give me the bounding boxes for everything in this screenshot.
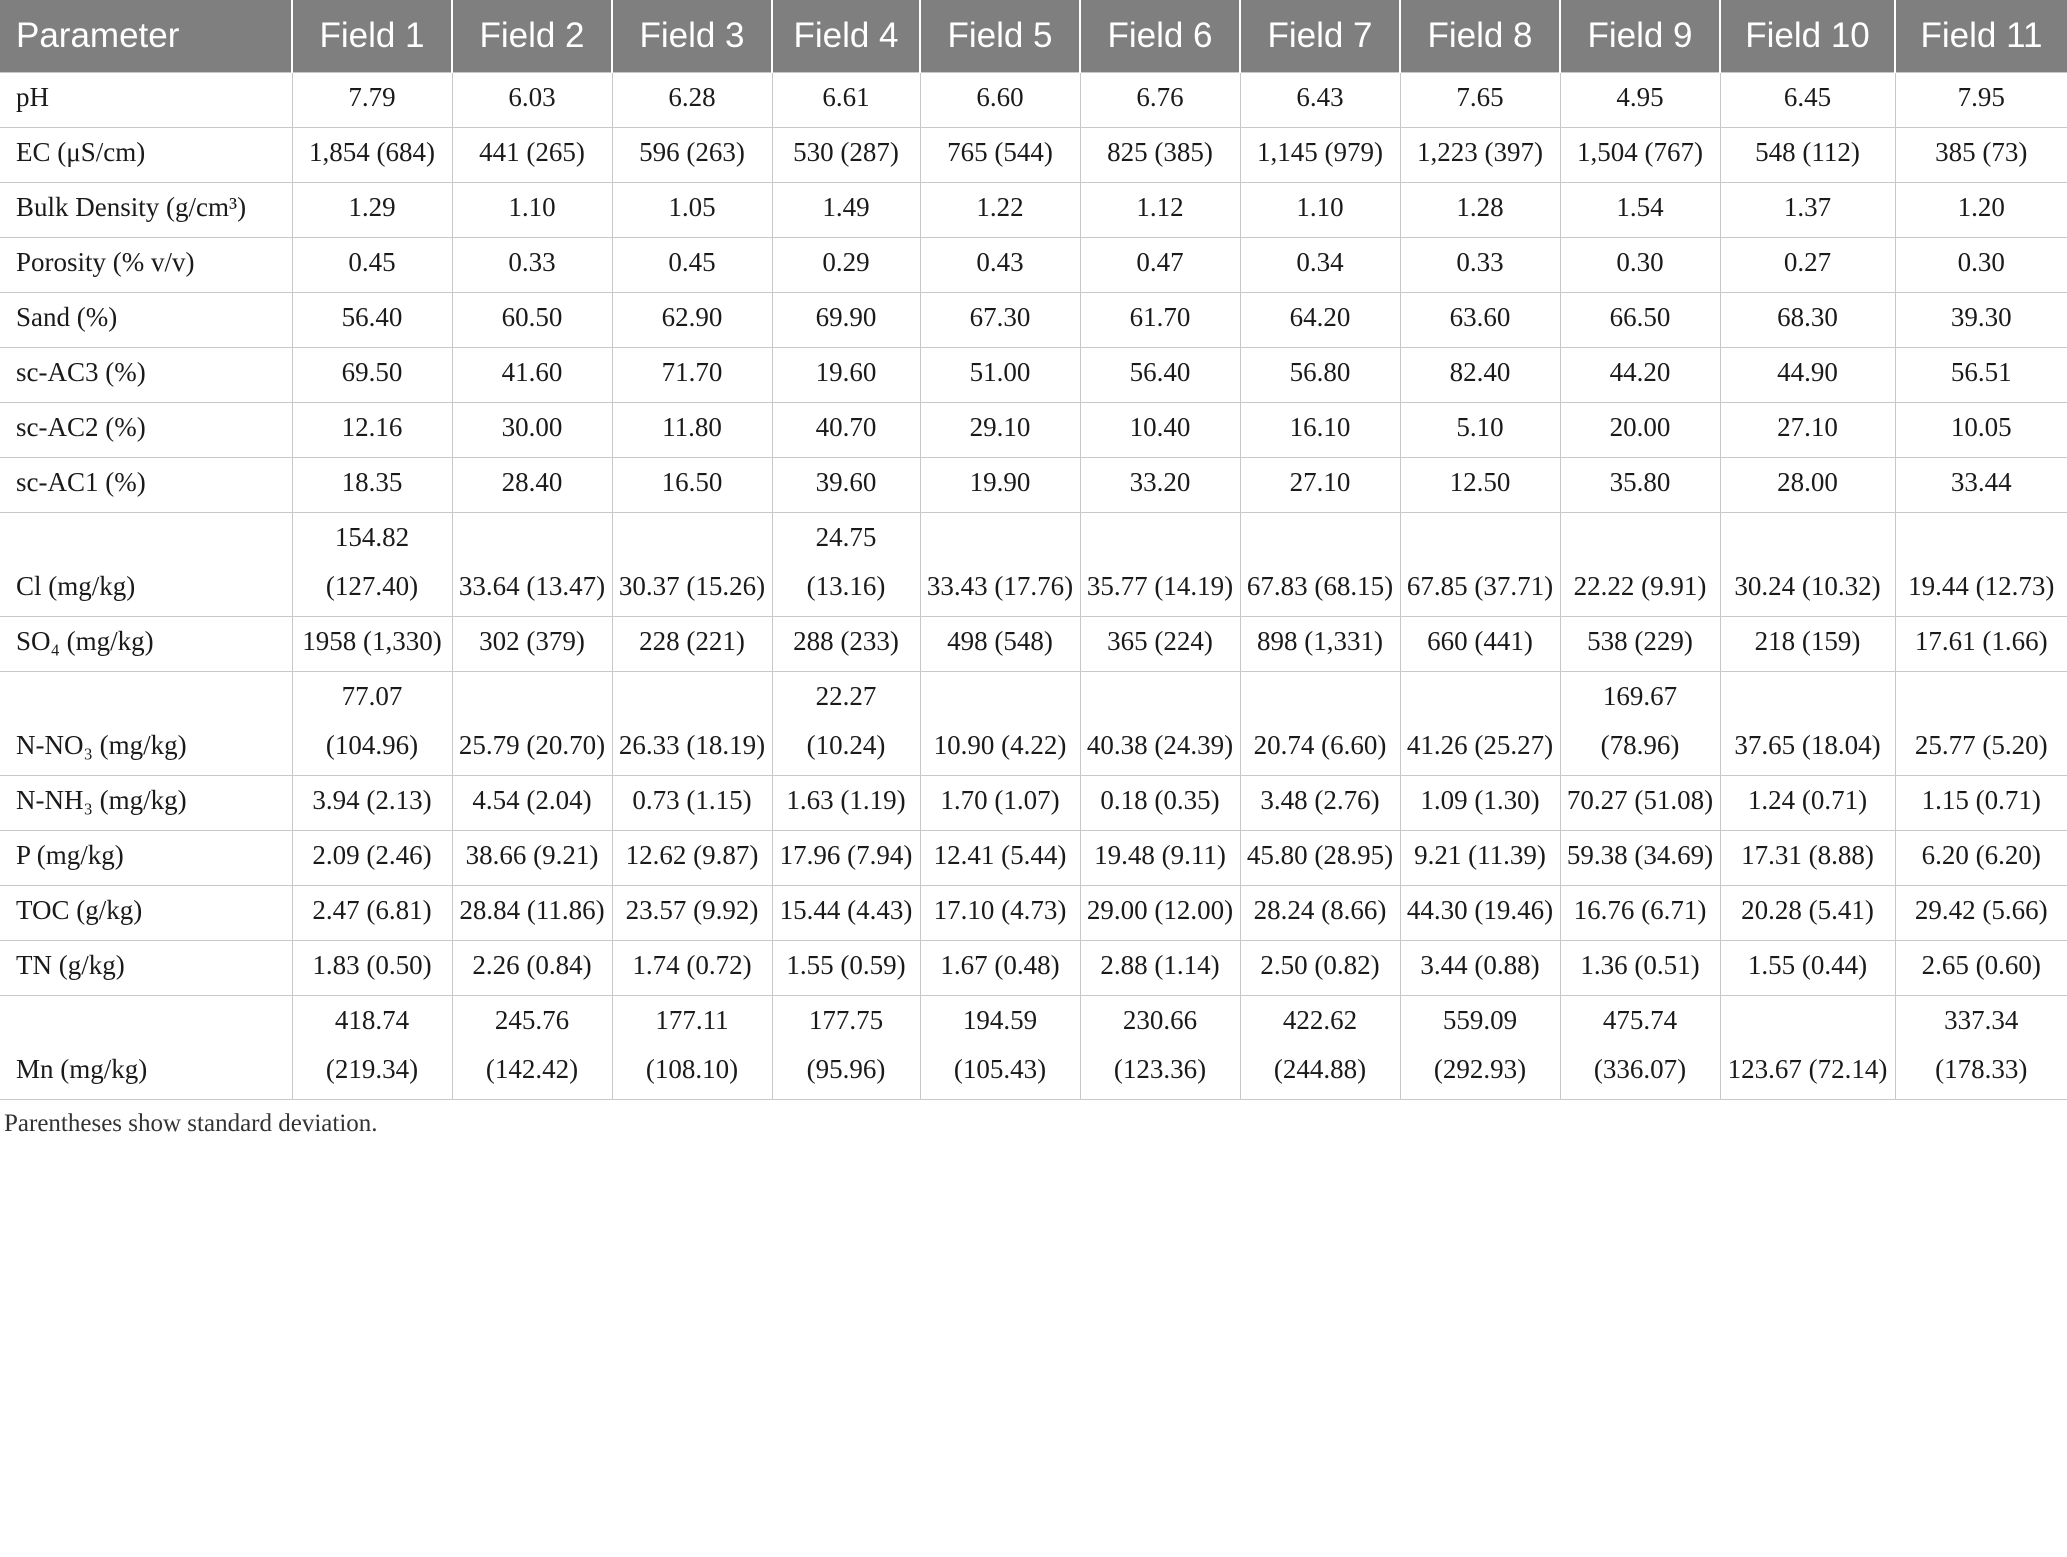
table-body (0, 73, 2067, 1100)
value-cell: 441 (265) (452, 128, 612, 183)
table-row (0, 238, 2067, 293)
value-cell: 0.29 (772, 238, 920, 293)
value-cell: 1.55 (0.59) (772, 941, 920, 996)
value-cell: 245.76 (142.42) (452, 996, 612, 1100)
parameter-cell: P (mg/kg) (0, 831, 292, 886)
value-cell: 66.50 (1560, 293, 1720, 348)
value-cell: 11.80 (612, 403, 772, 458)
value-cell: 0.47 (1080, 238, 1240, 293)
value-cell: 123.67 (72.14) (1720, 996, 1895, 1100)
value-cell: 6.45 (1720, 73, 1895, 128)
value-cell: 15.44 (4.43) (772, 886, 920, 941)
value-cell: 660 (441) (1400, 617, 1560, 672)
value-cell: 337.34 (178.33) (1895, 996, 2067, 1100)
parameter-cell: TN (g/kg) (0, 941, 292, 996)
value-cell: 30.37 (15.26) (612, 513, 772, 617)
value-cell: 230.66 (123.36) (1080, 996, 1240, 1100)
value-cell: 475.74 (336.07) (1560, 996, 1720, 1100)
value-cell: 194.59 (105.43) (920, 996, 1080, 1100)
table-row (0, 617, 2067, 672)
value-cell: 0.45 (292, 238, 452, 293)
value-cell: 12.50 (1400, 458, 1560, 513)
value-cell: 498 (548) (920, 617, 1080, 672)
parameter-cell: Sand (%) (0, 293, 292, 348)
value-cell: 2.88 (1.14) (1080, 941, 1240, 996)
value-cell: 1.55 (0.44) (1720, 941, 1895, 996)
value-cell: 20.28 (5.41) (1720, 886, 1895, 941)
value-cell: 56.80 (1240, 348, 1400, 403)
table-row (0, 513, 2067, 617)
table-row (0, 128, 2067, 183)
parameter-cell: EC (μS/cm) (0, 128, 292, 183)
value-cell: 22.27 (10.24) (772, 672, 920, 776)
column-header-field-5: Field 5 (920, 0, 1080, 73)
value-cell: 218 (159) (1720, 617, 1895, 672)
table-row (0, 403, 2067, 458)
parameter-cell: sc-AC2 (%) (0, 403, 292, 458)
value-cell: 898 (1,331) (1240, 617, 1400, 672)
column-header-field-8: Field 8 (1400, 0, 1560, 73)
value-cell: 22.22 (9.91) (1560, 513, 1720, 617)
value-cell: 63.60 (1400, 293, 1560, 348)
parameter-cell: SO₄ (mg/kg) (0, 617, 292, 672)
column-header-field-1: Field 1 (292, 0, 452, 73)
value-cell: 1,145 (979) (1240, 128, 1400, 183)
column-header-field-4: Field 4 (772, 0, 920, 73)
value-cell: 16.76 (6.71) (1560, 886, 1720, 941)
value-cell: 0.43 (920, 238, 1080, 293)
value-cell: 19.90 (920, 458, 1080, 513)
value-cell: 20.00 (1560, 403, 1720, 458)
value-cell: 3.94 (2.13) (292, 776, 452, 831)
value-cell: 1.63 (1.19) (772, 776, 920, 831)
value-cell: 1,223 (397) (1400, 128, 1560, 183)
value-cell: 30.24 (10.32) (1720, 513, 1895, 617)
value-cell: 1.05 (612, 183, 772, 238)
value-cell: 2.50 (0.82) (1240, 941, 1400, 996)
column-header-field-10: Field 10 (1720, 0, 1895, 73)
value-cell: 33.64 (13.47) (452, 513, 612, 617)
value-cell: 3.48 (2.76) (1240, 776, 1400, 831)
value-cell: 1.24 (0.71) (1720, 776, 1895, 831)
value-cell: 1.09 (1.30) (1400, 776, 1560, 831)
value-cell: 0.73 (1.15) (612, 776, 772, 831)
column-header-field-3: Field 3 (612, 0, 772, 73)
value-cell: 23.57 (9.92) (612, 886, 772, 941)
value-cell: 1.74 (0.72) (612, 941, 772, 996)
value-cell: 1.54 (1560, 183, 1720, 238)
value-cell: 60.50 (452, 293, 612, 348)
value-cell: 19.44 (12.73) (1895, 513, 2067, 617)
value-cell: 67.85 (37.71) (1400, 513, 1560, 617)
parameter-cell: sc-AC3 (%) (0, 348, 292, 403)
value-cell: 1.70 (1.07) (920, 776, 1080, 831)
parameter-cell: Cl (mg/kg) (0, 513, 292, 617)
value-cell: 530 (287) (772, 128, 920, 183)
value-cell: 45.80 (28.95) (1240, 831, 1400, 886)
value-cell: 33.43 (17.76) (920, 513, 1080, 617)
value-cell: 69.90 (772, 293, 920, 348)
value-cell: 6.60 (920, 73, 1080, 128)
value-cell: 2.65 (0.60) (1895, 941, 2067, 996)
value-cell: 10.40 (1080, 403, 1240, 458)
value-cell: 2.47 (6.81) (292, 886, 452, 941)
value-cell: 25.79 (20.70) (452, 672, 612, 776)
value-cell: 365 (224) (1080, 617, 1240, 672)
value-cell: 9.21 (11.39) (1400, 831, 1560, 886)
value-cell: 82.40 (1400, 348, 1560, 403)
value-cell: 177.75 (95.96) (772, 996, 920, 1100)
value-cell: 61.70 (1080, 293, 1240, 348)
value-cell: 24.75 (13.16) (772, 513, 920, 617)
value-cell: 0.33 (452, 238, 612, 293)
value-cell: 2.09 (2.46) (292, 831, 452, 886)
value-cell: 7.65 (1400, 73, 1560, 128)
value-cell: 20.74 (6.60) (1240, 672, 1400, 776)
value-cell: 19.60 (772, 348, 920, 403)
table-row (0, 941, 2067, 996)
value-cell: 35.80 (1560, 458, 1720, 513)
value-cell: 2.26 (0.84) (452, 941, 612, 996)
value-cell: 12.41 (5.44) (920, 831, 1080, 886)
value-cell: 17.10 (4.73) (920, 886, 1080, 941)
value-cell: 12.62 (9.87) (612, 831, 772, 886)
value-cell: 3.44 (0.88) (1400, 941, 1560, 996)
value-cell: 1.28 (1400, 183, 1560, 238)
value-cell: 1.49 (772, 183, 920, 238)
value-cell: 422.62 (244.88) (1240, 996, 1400, 1100)
parameter-cell: pH (0, 73, 292, 128)
value-cell: 765 (544) (920, 128, 1080, 183)
value-cell: 69.50 (292, 348, 452, 403)
table-footnote: Parentheses show standard deviation. (4, 1110, 378, 1137)
value-cell: 6.03 (452, 73, 612, 128)
column-header-field-9: Field 9 (1560, 0, 1720, 73)
column-header-parameter: Parameter (0, 0, 292, 73)
table-row (0, 183, 2067, 238)
value-cell: 16.50 (612, 458, 772, 513)
value-cell: 41.26 (25.27) (1400, 672, 1560, 776)
value-cell: 1.36 (0.51) (1560, 941, 1720, 996)
value-cell: 28.84 (11.86) (452, 886, 612, 941)
value-cell: 1.37 (1720, 183, 1895, 238)
value-cell: 6.76 (1080, 73, 1240, 128)
value-cell: 6.61 (772, 73, 920, 128)
value-cell: 6.20 (6.20) (1895, 831, 2067, 886)
table-row (0, 293, 2067, 348)
value-cell: 10.05 (1895, 403, 2067, 458)
value-cell: 39.30 (1895, 293, 2067, 348)
value-cell: 29.10 (920, 403, 1080, 458)
value-cell: 33.20 (1080, 458, 1240, 513)
value-cell: 28.00 (1720, 458, 1895, 513)
value-cell: 1.83 (0.50) (292, 941, 452, 996)
value-cell: 17.61 (1.66) (1895, 617, 2067, 672)
value-cell: 56.40 (292, 293, 452, 348)
value-cell: 0.30 (1560, 238, 1720, 293)
value-cell: 1.15 (0.71) (1895, 776, 2067, 831)
value-cell: 18.35 (292, 458, 452, 513)
table-row (0, 831, 2067, 886)
value-cell: 0.18 (0.35) (1080, 776, 1240, 831)
value-cell: 30.00 (452, 403, 612, 458)
header-row (0, 0, 2067, 73)
column-header-field-11: Field 11 (1895, 0, 2067, 73)
value-cell: 7.79 (292, 73, 452, 128)
table-row (0, 348, 2067, 403)
table-row (0, 776, 2067, 831)
value-cell: 12.16 (292, 403, 452, 458)
value-cell: 27.10 (1240, 458, 1400, 513)
value-cell: 302 (379) (452, 617, 612, 672)
value-cell: 77.07 (104.96) (292, 672, 452, 776)
parameter-cell: N-NO₃ (mg/kg) (0, 672, 292, 776)
value-cell: 0.33 (1400, 238, 1560, 293)
value-cell: 0.34 (1240, 238, 1400, 293)
value-cell: 56.51 (1895, 348, 2067, 403)
value-cell: 40.38 (24.39) (1080, 672, 1240, 776)
table-row (0, 458, 2067, 513)
value-cell: 39.60 (772, 458, 920, 513)
value-cell: 51.00 (920, 348, 1080, 403)
value-cell: 1958 (1,330) (292, 617, 452, 672)
table-row (0, 996, 2067, 1100)
value-cell: 44.30 (19.46) (1400, 886, 1560, 941)
value-cell: 62.90 (612, 293, 772, 348)
value-cell: 418.74 (219.34) (292, 996, 452, 1100)
value-cell: 10.90 (4.22) (920, 672, 1080, 776)
value-cell: 1.22 (920, 183, 1080, 238)
column-header-field-2: Field 2 (452, 0, 612, 73)
value-cell: 28.40 (452, 458, 612, 513)
table-row (0, 672, 2067, 776)
value-cell: 17.31 (8.88) (1720, 831, 1895, 886)
value-cell: 4.95 (1560, 73, 1720, 128)
value-cell: 37.65 (18.04) (1720, 672, 1895, 776)
value-cell: 1.12 (1080, 183, 1240, 238)
value-cell: 1.10 (452, 183, 612, 238)
value-cell: 68.30 (1720, 293, 1895, 348)
value-cell: 596 (263) (612, 128, 772, 183)
value-cell: 1.67 (0.48) (920, 941, 1080, 996)
value-cell: 40.70 (772, 403, 920, 458)
value-cell: 70.27 (51.08) (1560, 776, 1720, 831)
value-cell: 169.67 (78.96) (1560, 672, 1720, 776)
value-cell: 44.20 (1560, 348, 1720, 403)
column-header-field-6: Field 6 (1080, 0, 1240, 73)
value-cell: 5.10 (1400, 403, 1560, 458)
value-cell: 19.48 (9.11) (1080, 831, 1240, 886)
value-cell: 825 (385) (1080, 128, 1240, 183)
value-cell: 538 (229) (1560, 617, 1720, 672)
value-cell: 67.30 (920, 293, 1080, 348)
value-cell: 4.54 (2.04) (452, 776, 612, 831)
parameter-cell: Porosity (% v/v) (0, 238, 292, 293)
value-cell: 67.83 (68.15) (1240, 513, 1400, 617)
value-cell: 17.96 (7.94) (772, 831, 920, 886)
value-cell: 1,854 (684) (292, 128, 452, 183)
value-cell: 27.10 (1720, 403, 1895, 458)
value-cell: 154.82 (127.40) (292, 513, 452, 617)
value-cell: 288 (233) (772, 617, 920, 672)
parameter-cell: TOC (g/kg) (0, 886, 292, 941)
value-cell: 41.60 (452, 348, 612, 403)
value-cell: 0.45 (612, 238, 772, 293)
value-cell: 56.40 (1080, 348, 1240, 403)
table-header (0, 0, 2067, 73)
table-row (0, 73, 2067, 128)
value-cell: 0.27 (1720, 238, 1895, 293)
value-cell: 71.70 (612, 348, 772, 403)
value-cell: 29.42 (5.66) (1895, 886, 2067, 941)
value-cell: 1.20 (1895, 183, 2067, 238)
value-cell: 385 (73) (1895, 128, 2067, 183)
value-cell: 29.00 (12.00) (1080, 886, 1240, 941)
parameter-cell: Bulk Density (g/cm³) (0, 183, 292, 238)
value-cell: 38.66 (9.21) (452, 831, 612, 886)
value-cell: 548 (112) (1720, 128, 1895, 183)
value-cell: 177.11 (108.10) (612, 996, 772, 1100)
value-cell: 1.29 (292, 183, 452, 238)
value-cell: 16.10 (1240, 403, 1400, 458)
value-cell: 35.77 (14.19) (1080, 513, 1240, 617)
table-row (0, 886, 2067, 941)
value-cell: 26.33 (18.19) (612, 672, 772, 776)
value-cell: 0.30 (1895, 238, 2067, 293)
value-cell: 1,504 (767) (1560, 128, 1720, 183)
value-cell: 44.90 (1720, 348, 1895, 403)
value-cell: 6.28 (612, 73, 772, 128)
value-cell: 228 (221) (612, 617, 772, 672)
value-cell: 33.44 (1895, 458, 2067, 513)
value-cell: 6.43 (1240, 73, 1400, 128)
parameter-cell: Mn (mg/kg) (0, 996, 292, 1100)
value-cell: 559.09 (292.93) (1400, 996, 1560, 1100)
value-cell: 28.24 (8.66) (1240, 886, 1400, 941)
value-cell: 59.38 (34.69) (1560, 831, 1720, 886)
column-header-field-7: Field 7 (1240, 0, 1400, 73)
parameter-cell: sc-AC1 (%) (0, 458, 292, 513)
value-cell: 25.77 (5.20) (1895, 672, 2067, 776)
value-cell: 7.95 (1895, 73, 2067, 128)
value-cell: 64.20 (1240, 293, 1400, 348)
parameter-cell: N-NH₃ (mg/kg) (0, 776, 292, 831)
value-cell: 1.10 (1240, 183, 1400, 238)
